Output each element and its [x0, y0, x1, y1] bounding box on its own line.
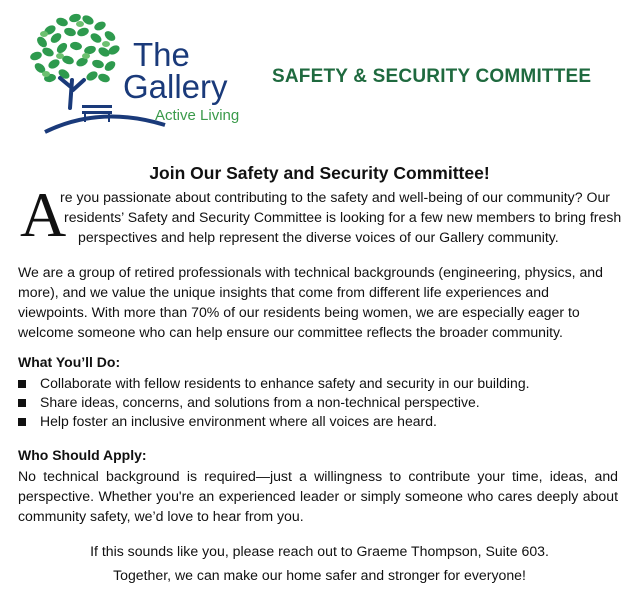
- list-item-text: Collaborate with fellow residents to enhance safety and security in our building.: [40, 375, 530, 391]
- what-you-do-heading: What You’ll Do:: [18, 354, 121, 370]
- drop-cap: A: [20, 179, 67, 250]
- gallery-logo: [20, 10, 245, 140]
- intro-line-1: re you passionate about contributing to the safety and well-being of our community? Our: [60, 189, 610, 205]
- who-should-apply-heading: Who Should Apply:: [18, 447, 147, 463]
- logo-text-gallery: Gallery: [123, 68, 228, 105]
- page-header: [0, 0, 639, 150]
- square-bullet-icon: [18, 399, 26, 407]
- closing-line: Together, we can make our home safer and stronger for everyone!: [113, 567, 526, 583]
- page-heading: Join Our Safety and Security Committee!: [149, 163, 490, 183]
- list-item: [18, 412, 618, 431]
- contact-line: If this sounds like you, please reach out to Graeme Thompson, Suite 603.: [90, 543, 549, 559]
- group-paragraph: We are a group of retired professionals with technical backgrounds (engineering, physics, and more), and we value the unique insights that come from different life experiences and viewpoints. With more than 70% of our residents being women, we are especially eager to welcome someone who can help ensure our committee reflects the broader community.: [18, 264, 603, 340]
- square-bullet-icon: [18, 418, 26, 426]
- logo-subtitle: Active Living: [155, 107, 240, 124]
- list-item: [18, 374, 618, 393]
- what-you-do-list: [18, 374, 618, 431]
- who-should-apply-text: No technical background is required—just a willingness to contribute your time, ideas, and perspective. Whether you're an experienced leader or simply someone who cares deeply about community safety, we’d love to hear from you.: [18, 468, 618, 524]
- list-item: [18, 393, 618, 412]
- logo-text-the: The: [133, 36, 190, 73]
- committee-title: SAFETY & SECURITY COMMITTEE: [272, 66, 592, 87]
- list-item-text: Help foster an inclusive environment where all voices are heard.: [40, 413, 437, 429]
- intro-line-2: residents’ Safety and Security Committee is looking for a few new members to bring fresh: [64, 209, 622, 225]
- square-bullet-icon: [18, 380, 26, 388]
- list-item-text: Share ideas, concerns, and solutions from a non-technical perspective.: [40, 394, 480, 410]
- intro-line-3: perspectives and help represent the diverse voices of our Gallery community.: [78, 229, 559, 245]
